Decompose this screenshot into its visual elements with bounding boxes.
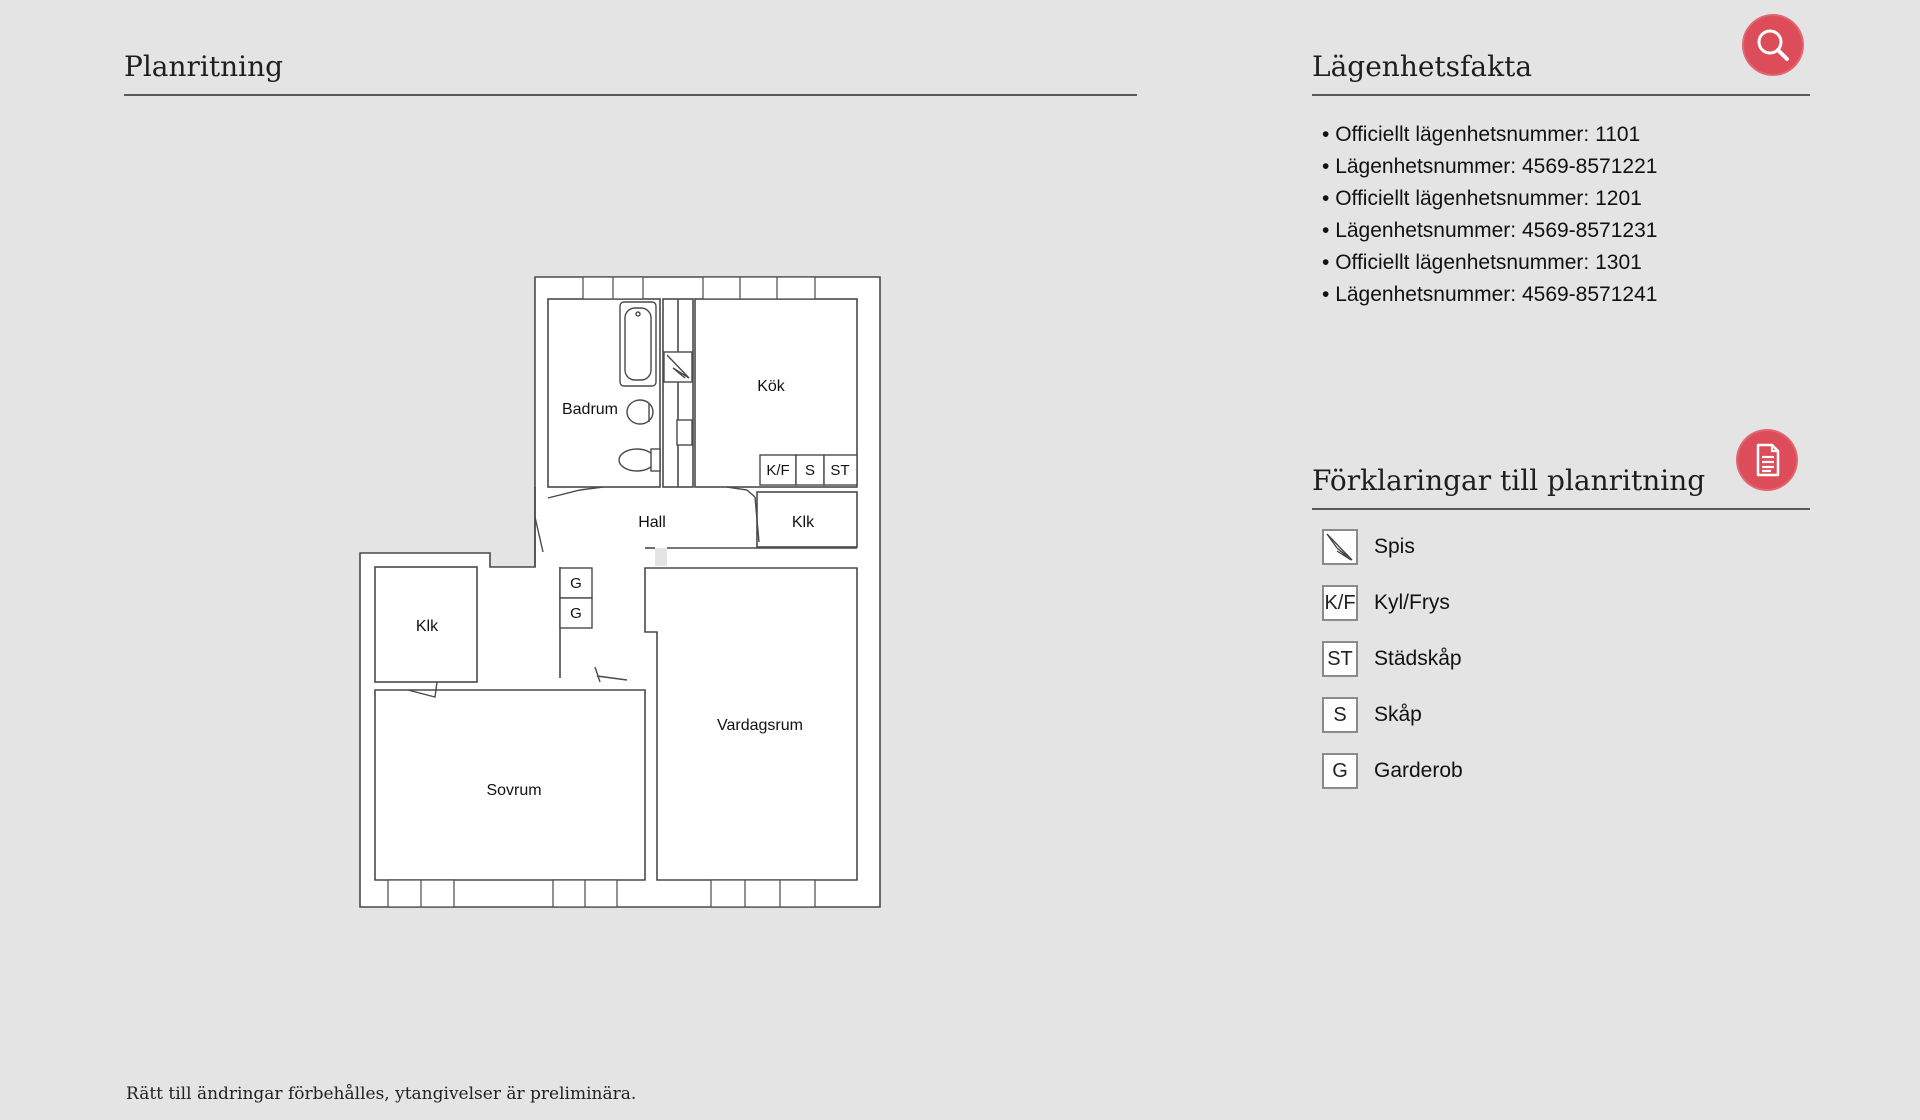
legend-item	[1322, 585, 1463, 641]
room-label-klk-left: Klk	[415, 618, 439, 635]
facts-item: • Officiellt lägenhetsnummer: 1301	[1322, 247, 1657, 279]
fixture-label-g2: G	[570, 605, 582, 622]
legend-symbol: G	[1322, 753, 1358, 789]
document-icon	[1747, 440, 1787, 480]
facts-item: • Lägenhetsnummer: 4569-8571241	[1322, 279, 1657, 311]
room-label-sovrum: Sovrum	[486, 782, 542, 799]
toilet	[619, 449, 655, 471]
search-button[interactable]	[1742, 14, 1804, 76]
window	[711, 880, 815, 907]
room-label-hall: Hall	[638, 514, 666, 531]
legend-list	[1322, 529, 1463, 809]
floorplan-title: Planritning	[124, 50, 284, 83]
search-icon	[1753, 25, 1793, 65]
window	[703, 277, 815, 299]
floorplan-drawing	[355, 272, 915, 922]
document-button[interactable]	[1736, 429, 1798, 491]
room-label-kok: Kök	[757, 378, 785, 395]
legend-label: Städskåp	[1374, 647, 1462, 670]
legend-symbol: K/F	[1322, 585, 1358, 621]
legend-label: Garderob	[1374, 759, 1463, 782]
fixture-label-st: ST	[830, 462, 850, 479]
fixture-label-kf: K/F	[766, 462, 790, 479]
legend-label: Kyl/Frys	[1374, 591, 1450, 614]
legend-title-rule	[1312, 508, 1810, 510]
stove-icon	[1322, 529, 1358, 565]
legend-label: Spis	[1374, 535, 1415, 558]
legend-symbol: S	[1322, 697, 1358, 733]
legend-title: Förklaringar till planritning	[1312, 464, 1706, 497]
room-label-vardagsrum: Vardagsrum	[717, 717, 803, 734]
legend-item	[1322, 641, 1463, 697]
facts-item: • Lägenhetsnummer: 4569-8571221	[1322, 151, 1657, 183]
legend-label: Skåp	[1374, 703, 1422, 726]
facts-item: • Officiellt lägenhetsnummer: 1201	[1322, 183, 1657, 215]
facts-title-rule	[1312, 94, 1810, 96]
legend-item	[1322, 529, 1463, 585]
legend-item	[1322, 753, 1463, 809]
fixture-label-g1: G	[570, 575, 582, 592]
disclaimer-footnote: Rätt till ändringar förbehålles, ytangivelser är preliminära.	[126, 1084, 637, 1104]
facts-item: • Lägenhetsnummer: 4569-8571231	[1322, 215, 1657, 247]
legend-item	[1322, 697, 1463, 753]
facts-item: • Officiellt lägenhetsnummer: 1101	[1322, 119, 1657, 151]
fixture-label-s: S	[804, 462, 816, 479]
room-label-klk-right: Klk	[791, 514, 815, 531]
floorplan-title-rule	[124, 94, 1137, 96]
facts-list	[1322, 119, 1657, 311]
room-label-badrum: Badrum	[561, 401, 619, 418]
facts-title: Lägenhetsfakta	[1312, 50, 1533, 83]
legend-symbol: ST	[1322, 641, 1358, 677]
